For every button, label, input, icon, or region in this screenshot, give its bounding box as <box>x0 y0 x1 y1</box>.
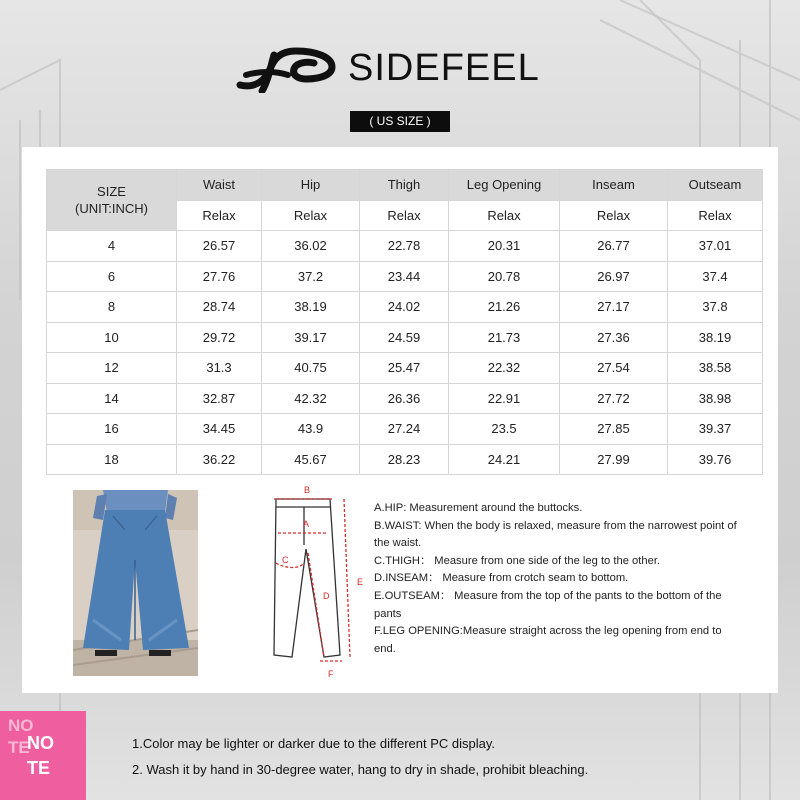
table-row <box>47 231 763 262</box>
column-header: Thigh <box>360 170 449 201</box>
table-cell: 27.54 <box>560 353 668 384</box>
column-subheader: Relax <box>262 200 360 231</box>
column-subheader: Relax <box>449 200 560 231</box>
column-header: Leg Opening <box>449 170 560 201</box>
diagram-label-a: A <box>303 519 310 529</box>
care-notes <box>132 731 588 783</box>
diagram-label-d: D <box>323 591 330 601</box>
column-header: Hip <box>262 170 360 201</box>
diagram-label-e: E <box>357 577 364 587</box>
table-row <box>47 444 763 475</box>
column-subheader: Relax <box>177 200 262 231</box>
size-cell: 6 <box>47 261 177 292</box>
column-header: Waist <box>177 170 262 201</box>
measurement-diagram <box>244 485 374 685</box>
column-subheader: Relax <box>668 200 763 231</box>
table-cell: 38.19 <box>668 322 763 353</box>
note-badge <box>0 711 86 800</box>
brand-header <box>0 40 800 100</box>
size-rows <box>47 231 763 475</box>
column-header: Inseam <box>560 170 668 201</box>
table-row <box>47 322 763 353</box>
table-cell: 27.36 <box>560 322 668 353</box>
table-cell: 23.5 <box>449 414 560 445</box>
table-cell: 27.24 <box>360 414 449 445</box>
note-thigh: C.THIGH： Measure from one side of the leg to the other. <box>374 554 661 567</box>
note-watermark-line: NO <box>8 716 34 735</box>
measurement-notes <box>374 500 744 658</box>
table-cell: 34.45 <box>177 414 262 445</box>
table-cell: 27.85 <box>560 414 668 445</box>
size-chart-card <box>22 147 778 693</box>
size-table <box>46 169 763 475</box>
brand-name: SIDEFEEL <box>348 47 540 89</box>
table-cell: 21.26 <box>449 292 560 323</box>
note-inseam: D.INSEAM： Measure from crotch seam to bottom. <box>374 572 629 585</box>
size-cell: 10 <box>47 322 177 353</box>
table-cell: 22.91 <box>449 383 560 414</box>
corner-label-unit: (UNIT:INCH) <box>75 201 148 216</box>
table-cell: 31.3 <box>177 353 262 384</box>
table-cell: 38.19 <box>262 292 360 323</box>
table-cell: 23.44 <box>360 261 449 292</box>
table-cell: 36.22 <box>177 444 262 475</box>
product-photo <box>73 490 198 676</box>
size-cell: 12 <box>47 353 177 384</box>
table-row <box>47 383 763 414</box>
corner-label-size: SIZE <box>97 184 126 199</box>
size-cell: 4 <box>47 231 177 262</box>
table-row <box>47 292 763 323</box>
table-cell: 26.97 <box>560 261 668 292</box>
table-cell: 37.4 <box>668 261 763 292</box>
table-cell: 36.02 <box>262 231 360 262</box>
note-waist: B.WAIST: When the body is relaxed, measure from the narrowest point of the waist. <box>374 519 737 550</box>
note-hip: A.HIP: Measurement around the buttocks. <box>374 502 583 514</box>
table-cell: 21.73 <box>449 322 560 353</box>
table-cell: 39.76 <box>668 444 763 475</box>
table-cell: 22.32 <box>449 353 560 384</box>
note-outseam: E.OUTSEAM： Measure from the top of the pants to the bottom of the pants <box>374 589 722 620</box>
table-cell: 39.17 <box>262 322 360 353</box>
table-cell: 28.74 <box>177 292 262 323</box>
table-cell: 37.01 <box>668 231 763 262</box>
table-cell: 43.9 <box>262 414 360 445</box>
table-cell: 39.37 <box>668 414 763 445</box>
table-cell: 40.75 <box>262 353 360 384</box>
table-cell: 28.23 <box>360 444 449 475</box>
size-cell: 8 <box>47 292 177 323</box>
table-cell: 20.78 <box>449 261 560 292</box>
table-cell: 24.59 <box>360 322 449 353</box>
note-label-line: TE <box>27 758 51 778</box>
table-cell: 22.78 <box>360 231 449 262</box>
column-header: Outseam <box>668 170 763 201</box>
table-cell: 38.98 <box>668 383 763 414</box>
diagram-label-b: B <box>304 485 311 495</box>
note-watermark-line: TE <box>8 738 30 757</box>
size-system-tag: ( US SIZE ) <box>350 111 450 132</box>
table-cell: 38.58 <box>668 353 763 384</box>
column-subheader: Relax <box>360 200 449 231</box>
table-cell: 24.21 <box>449 444 560 475</box>
note-leg-opening: F.LEG OPENING:Measure straight across the leg opening from end to end. <box>374 625 722 655</box>
diagram-label-f: F <box>328 669 334 679</box>
corner-header <box>47 170 177 231</box>
care-note-wash: 2. Wash it by hand in 30-degree water, hang to dry in shade, prohibit bleaching. <box>132 762 589 777</box>
table-cell: 42.32 <box>262 383 360 414</box>
table-cell: 32.87 <box>177 383 262 414</box>
table-cell: 24.02 <box>360 292 449 323</box>
size-cell: 18 <box>47 444 177 475</box>
note-label-line: NO <box>27 733 54 753</box>
table-cell: 27.72 <box>560 383 668 414</box>
brand-logo-icon <box>236 45 336 93</box>
table-cell: 27.17 <box>560 292 668 323</box>
care-note-color: 1.Color may be lighter or darker due to the different PC display. <box>132 736 495 751</box>
note-badge-label <box>27 731 54 781</box>
size-cell: 14 <box>47 383 177 414</box>
table-cell: 20.31 <box>449 231 560 262</box>
diagram-label-c: C <box>282 555 289 565</box>
table-cell: 26.77 <box>560 231 668 262</box>
table-cell: 37.8 <box>668 292 763 323</box>
table-row <box>47 261 763 292</box>
table-row <box>47 353 763 384</box>
table-cell: 27.76 <box>177 261 262 292</box>
table-cell: 27.99 <box>560 444 668 475</box>
table-header-row <box>47 170 763 201</box>
table-cell: 26.36 <box>360 383 449 414</box>
table-cell: 29.72 <box>177 322 262 353</box>
table-row <box>47 414 763 445</box>
table-cell: 25.47 <box>360 353 449 384</box>
column-subheader: Relax <box>560 200 668 231</box>
table-cell: 45.67 <box>262 444 360 475</box>
size-cell: 16 <box>47 414 177 445</box>
table-cell: 37.2 <box>262 261 360 292</box>
table-cell: 26.57 <box>177 231 262 262</box>
